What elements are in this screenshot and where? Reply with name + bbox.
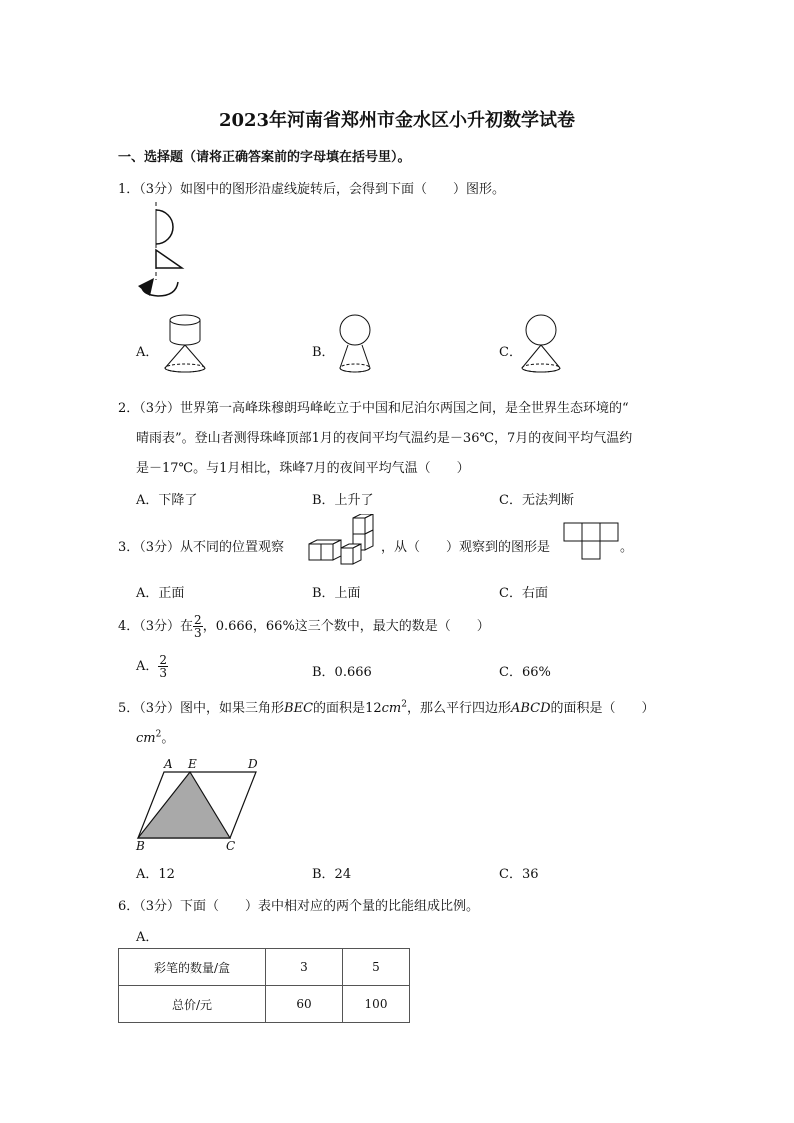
fraction xyxy=(158,654,168,679)
q5-text-3: ，那么平行四边形 xyxy=(406,701,511,716)
question-3-part2: ，从（ ）观察到的图形是 xyxy=(381,540,551,555)
label-e: E xyxy=(188,757,197,771)
option-3c[interactable]: C．右面 xyxy=(499,586,548,601)
q5-triangle-name: BEC xyxy=(284,701,314,716)
option-2a[interactable]: A．下降了 xyxy=(136,493,198,508)
fraction-denominator: 3 xyxy=(159,666,168,680)
ratio-table xyxy=(118,948,410,1023)
label-d: D xyxy=(248,757,258,771)
fraction-denominator: 3 xyxy=(194,626,202,640)
section-heading: 一、选择题（请将正确答案前的字母填在括号里）。 xyxy=(118,150,411,165)
sphere-frustum-figure xyxy=(330,310,380,380)
option-1a-label[interactable]: A． xyxy=(136,345,159,360)
fraction xyxy=(193,614,203,639)
question-1-stem: 1．（3分）如图中的图形沿虚线旋转后，会得到下面（ ）图形。 xyxy=(118,182,506,197)
option-2b[interactable]: B．上升了 xyxy=(312,493,374,508)
cube-stack-figure xyxy=(307,514,379,568)
label-a: A xyxy=(164,757,173,771)
fraction-numerator: 2 xyxy=(159,653,168,667)
view-shape-figure xyxy=(563,522,619,564)
q5-unit: cm xyxy=(381,701,402,716)
question-2-line2: 晴雨表”。登山者测得珠峰顶部1月的夜间平均气温约是－36℃，7月的夜间平均气温约 xyxy=(136,431,633,446)
option-2c[interactable]: C．无法判断 xyxy=(499,493,574,508)
question-3-part3: 。 xyxy=(620,540,634,555)
question-3-part1: 3．（3分）从不同的位置观察 xyxy=(118,540,285,555)
fraction-numerator: 2 xyxy=(194,613,202,627)
q5-parallelogram-name: ABCD xyxy=(510,701,551,716)
table-row xyxy=(119,986,410,1023)
q5-unit-exponent: 2 xyxy=(401,699,407,710)
cylinder-cone-figure xyxy=(160,310,210,380)
table-row xyxy=(119,949,410,986)
table-cell: 3 xyxy=(266,949,343,986)
question-6-stem: 6．（3分）下面（ ）表中相对应的两个量的比能组成比例。 xyxy=(118,899,480,914)
option-3a[interactable]: A．正面 xyxy=(136,586,185,601)
option-5a[interactable]: A．12 xyxy=(136,867,175,882)
q5-end-mark: 。 xyxy=(161,731,175,746)
q5-area-value: 12 xyxy=(365,701,382,716)
question-5-line1 xyxy=(118,697,655,716)
q5-unit-exponent: 2 xyxy=(155,729,162,740)
page-title: 2023年河南省郑州市金水区小升初数学试卷 xyxy=(218,110,576,131)
question-4-prefix: 4．（3分）在 xyxy=(118,619,194,634)
question-2-line3: 是－17℃。与1月相比，珠峰7月的夜间平均气温（ ） xyxy=(136,461,470,476)
option-4a-label: A． xyxy=(136,659,159,674)
option-1c-label[interactable]: C． xyxy=(499,345,522,360)
table-cell: 总价/元 xyxy=(119,986,266,1023)
option-5c[interactable]: C．36 xyxy=(499,867,539,882)
label-c: C xyxy=(226,839,236,853)
q5-unit: cm xyxy=(136,731,156,746)
option-4c[interactable]: C．66% xyxy=(499,665,551,680)
option-4b[interactable]: B．0.666 xyxy=(312,665,372,680)
option-5b[interactable]: B．24 xyxy=(312,867,352,882)
label-b: B xyxy=(136,839,145,853)
table-cell: 5 xyxy=(343,949,410,986)
rotation-figure xyxy=(136,200,196,300)
sphere-cone-figure xyxy=(516,310,566,380)
q5-text-4: 的面积是（ ） xyxy=(550,701,655,716)
option-1b-label[interactable]: B． xyxy=(312,345,335,360)
question-4-suffix: ，0.666，66%这三个数中，最大的数是（ ） xyxy=(202,619,490,634)
option-6a[interactable]: A． xyxy=(136,930,159,945)
option-4a[interactable] xyxy=(136,654,168,679)
parallelogram-figure xyxy=(134,754,264,854)
table-cell: 彩笔的数量/盒 xyxy=(119,949,266,986)
q5-text-1: 5．（3分）图中，如果三角形 xyxy=(118,701,285,716)
question-5-line2 xyxy=(136,727,174,746)
question-4-stem xyxy=(118,614,490,639)
table-cell: 100 xyxy=(343,986,410,1023)
table-cell: 60 xyxy=(266,986,343,1023)
q5-text-2: 的面积是 xyxy=(313,701,366,716)
question-2-line1: 2．（3分）世界第一高峰珠穆朗玛峰屹立于中国和尼泊尔两国之间，是全世界生态环境的“ xyxy=(118,401,629,416)
option-3b[interactable]: B．上面 xyxy=(312,586,361,601)
